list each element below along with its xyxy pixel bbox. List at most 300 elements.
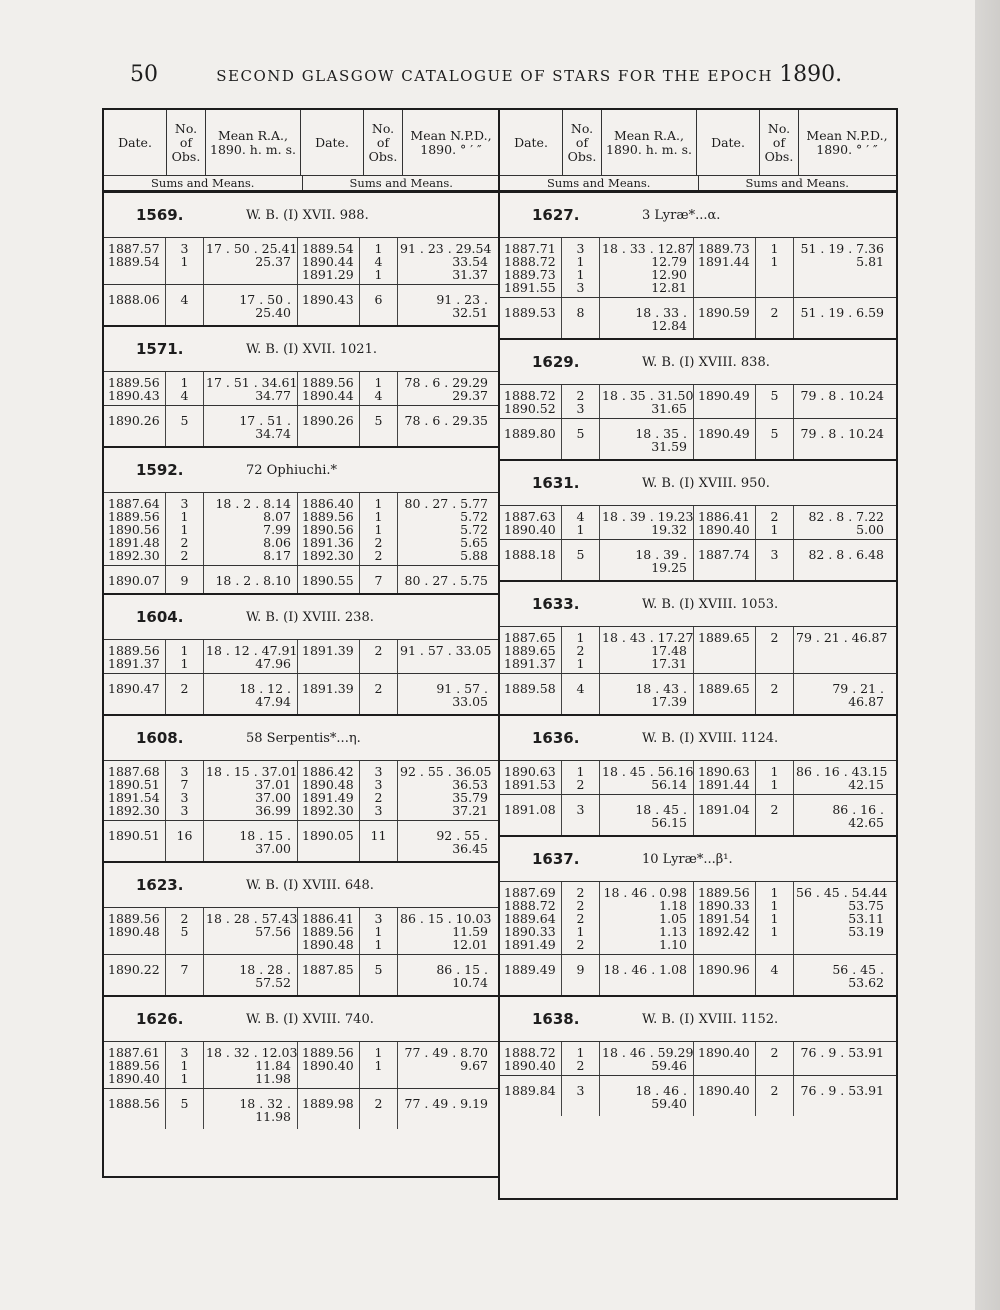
obs-count: 3 (180, 496, 189, 511)
obs-count: 2 (374, 548, 383, 563)
obs-date: 1891.54 (108, 790, 160, 805)
obs-date: 1889.54 (302, 241, 354, 256)
obs-npd: 56 . 45 . 54.44 (796, 885, 888, 900)
mean-row (104, 405, 500, 446)
star-entry (104, 327, 500, 448)
obs-date: 1891.39 (302, 643, 354, 658)
obs-npd-column (398, 908, 494, 954)
star-entry (500, 837, 896, 997)
obs-count: 3 (180, 790, 189, 805)
obs-count: 2 (576, 898, 585, 913)
star-number: 1629. (532, 353, 580, 371)
obs-date: 1888.72 (504, 254, 556, 269)
obs-count: 1 (374, 937, 383, 952)
mean-row (500, 794, 896, 835)
mean-row (104, 954, 500, 995)
mean-date: 1889.98 (298, 1089, 360, 1129)
obs-npd: 53.19 (848, 924, 884, 939)
observation-rows (500, 506, 896, 539)
sums-label-npd: Sums and Means. (745, 176, 849, 190)
obs-date: 1892.30 (108, 548, 160, 563)
obs-count: 3 (180, 241, 189, 256)
obs-date: 1890.40 (698, 522, 750, 537)
left-column-table (102, 108, 502, 1178)
mean-npd: 86 . 15 . 10.74 (436, 962, 488, 990)
obs-count: 2 (180, 548, 189, 563)
obs-ra: 56.14 (651, 777, 687, 792)
obs-count: 1 (180, 1058, 189, 1073)
obs-npd-column (794, 627, 890, 673)
obs-count-column (360, 908, 398, 954)
obs-count: 1 (374, 1045, 383, 1060)
obs-count-column (166, 640, 204, 673)
mean-obs: 2 (756, 674, 794, 714)
obs-npd: 33.54 (452, 254, 488, 269)
obs-date: 1886.40 (302, 496, 354, 511)
star-entry (500, 461, 896, 582)
obs-ra-column (204, 1042, 298, 1088)
obs-count: 3 (180, 1045, 189, 1060)
obs-date: 1889.56 (108, 911, 160, 926)
star-title (104, 863, 500, 908)
star-name: W. B. (I) XVIII. 838. (642, 354, 770, 370)
obs-ra: 18 . 33 . 12.87 (602, 241, 694, 256)
obs-date: 1889.64 (504, 911, 556, 926)
obs-ra: 19.32 (651, 522, 687, 537)
sums-label-npd: Sums and Means. (349, 176, 453, 190)
mean-npd: 86 . 16 . 42.65 (832, 802, 884, 830)
obs-ra: 11.98 (255, 1071, 291, 1086)
star-number: 1623. (136, 876, 184, 894)
obs-ra: 18 . 2 . 8.14 (215, 496, 291, 511)
obs-ra-column (204, 238, 298, 284)
page-number: 50 (130, 62, 158, 87)
obs-date: 1889.65 (698, 630, 750, 645)
obs-npd-column (794, 882, 890, 954)
mean-ra: 18 . 39 . 19.25 (600, 540, 694, 580)
obs-ra: 18 . 46 . 59.29 (602, 1045, 694, 1060)
obs-date-column (500, 882, 562, 954)
star-entry (104, 193, 500, 327)
obs-date: 1890.40 (504, 522, 556, 537)
obs-date-column (694, 385, 756, 418)
obs-ra-column (600, 506, 694, 539)
obs-count: 3 (374, 764, 383, 779)
mean-date: 1891.04 (694, 795, 756, 835)
obs-date: 1890.48 (302, 777, 354, 792)
sums-and-means-row (104, 176, 500, 193)
obs-date: 1887.68 (108, 764, 160, 779)
obs-count: 2 (576, 643, 585, 658)
obs-ra: 8.17 (263, 548, 291, 563)
obs-date: 1890.44 (302, 254, 354, 269)
obs-count: 1 (770, 898, 779, 913)
obs-date: 1889.73 (698, 241, 750, 256)
obs-count-column (756, 238, 794, 297)
mean-obs: 2 (756, 298, 794, 338)
left-star-list (104, 193, 500, 1129)
star-title (500, 582, 896, 627)
mean-ra: 18 . 12 . 47.94 (204, 674, 298, 714)
sums-label-ra: Sums and Means. (104, 176, 303, 190)
star-entry (104, 997, 500, 1129)
obs-count-column (756, 506, 794, 539)
obs-date: 1891.49 (504, 937, 556, 952)
star-title (500, 193, 896, 238)
obs-count: 1 (576, 764, 585, 779)
observation-rows (104, 493, 500, 565)
page-title: SECOND GLASGOW CATALOGUE OF STARS FOR THE EPOCH (216, 67, 773, 85)
obs-date-column (298, 493, 360, 565)
observation-rows (500, 1042, 896, 1075)
obs-ra: 12.79 (651, 254, 687, 269)
obs-date: 1890.43 (108, 388, 160, 403)
obs-count-column (360, 640, 398, 673)
obs-date-column (500, 506, 562, 539)
mean-date: 1889.80 (500, 419, 562, 459)
mean-obs: 8 (562, 298, 600, 338)
observation-rows (104, 761, 500, 820)
obs-npd: 86 . 16 . 43.15 (796, 764, 888, 779)
mean-ra: 18 . 45 . 56.15 (600, 795, 694, 835)
obs-date: 1890.63 (698, 764, 750, 779)
observation-rows (500, 385, 896, 418)
obs-count-column (166, 372, 204, 405)
obs-count-column (360, 761, 398, 820)
mean-date: 1889.58 (500, 674, 562, 714)
star-title (104, 595, 500, 640)
mean-obs: 3 (562, 1076, 600, 1116)
obs-ra: 1.05 (659, 911, 687, 926)
header-obs: No. of Obs. (563, 110, 602, 175)
obs-npd-column (398, 761, 494, 820)
mean-row (104, 673, 500, 714)
obs-ra: 17.31 (651, 656, 687, 671)
sums-label-ra: Sums and Means. (500, 176, 699, 190)
obs-count: 1 (770, 241, 779, 256)
obs-date: 1890.44 (302, 388, 354, 403)
mean-ra: 18 . 43 . 17.39 (600, 674, 694, 714)
mean-date: 1890.40 (694, 1076, 756, 1116)
obs-ra-column (204, 640, 298, 673)
obs-date-column (298, 761, 360, 820)
obs-count: 1 (770, 764, 779, 779)
obs-count: 1 (576, 254, 585, 269)
obs-npd: 5.65 (460, 535, 488, 550)
obs-npd: 86 . 15 . 10.03 (400, 911, 492, 926)
obs-npd: 79 . 21 . 46.87 (796, 630, 888, 645)
obs-count: 2 (374, 535, 383, 550)
mean-npd: 79 . 21 . 46.87 (832, 681, 884, 709)
star-number: 1638. (532, 1010, 580, 1028)
obs-date-column (694, 238, 756, 297)
observation-rows (104, 372, 500, 405)
obs-date: 1890.48 (302, 937, 354, 952)
obs-date: 1890.40 (302, 1058, 354, 1073)
obs-date: 1890.52 (504, 401, 556, 416)
obs-count-column (360, 1042, 398, 1088)
obs-date-column (694, 882, 756, 954)
mean-date: 1890.22 (104, 955, 166, 995)
mean-row (500, 539, 896, 580)
mean-obs: 3 (756, 540, 794, 580)
obs-count: 2 (576, 911, 585, 926)
obs-npd: 11.59 (452, 924, 488, 939)
obs-date: 1888.72 (504, 1045, 556, 1060)
obs-date-column (104, 372, 166, 405)
mean-date: 1890.59 (694, 298, 756, 338)
mean-ra: 17 . 51 . 34.74 (204, 406, 298, 446)
star-number: 1633. (532, 595, 580, 613)
obs-date-column (500, 1042, 562, 1075)
mean-npd: 51 . 19 . 6.59 (800, 305, 884, 320)
star-number: 1569. (136, 206, 184, 224)
obs-count: 1 (576, 656, 585, 671)
obs-count: 2 (576, 777, 585, 792)
mean-date: 1891.39 (298, 674, 360, 714)
obs-count: 4 (374, 388, 383, 403)
obs-npd: 53.75 (848, 898, 884, 913)
obs-date-column (694, 627, 756, 673)
obs-count-column (562, 506, 600, 539)
obs-date: 1887.69 (504, 885, 556, 900)
obs-npd-column (794, 506, 890, 539)
obs-date: 1887.57 (108, 241, 160, 256)
obs-date: 1889.56 (108, 643, 160, 658)
star-entry (104, 448, 500, 595)
obs-npd: 53.11 (848, 911, 884, 926)
star-title (500, 461, 896, 506)
obs-npd: 12.01 (452, 937, 488, 952)
obs-count-column (562, 761, 600, 794)
star-title (500, 837, 896, 882)
obs-count-column (756, 761, 794, 794)
obs-date: 1890.49 (698, 388, 750, 403)
obs-date: 1889.54 (108, 254, 160, 269)
mean-row (500, 297, 896, 338)
obs-date-column (500, 761, 562, 794)
star-entry (500, 582, 896, 716)
obs-date: 1889.56 (108, 375, 160, 390)
obs-date: 1889.73 (504, 267, 556, 282)
star-name: 72 Ophiuchi.* (246, 462, 337, 478)
obs-npd: 92 . 55 . 36.05 (400, 764, 492, 779)
mean-date: 1889.84 (500, 1076, 562, 1116)
obs-date-column (500, 385, 562, 418)
obs-count: 1 (374, 496, 383, 511)
obs-count: 3 (180, 764, 189, 779)
obs-date-column (104, 640, 166, 673)
obs-date: 1889.56 (698, 885, 750, 900)
obs-count: 2 (576, 388, 585, 403)
star-name: 3 Lyræ*...α. (642, 207, 721, 223)
mean-obs: 9 (166, 566, 204, 593)
obs-count: 2 (180, 535, 189, 550)
star-name: W. B. (I) XVIII. 648. (246, 877, 374, 893)
star-entry (104, 595, 500, 716)
star-name: W. B. (I) XVIII. 238. (246, 609, 374, 625)
obs-date: 1890.48 (108, 924, 160, 939)
star-name: W. B. (I) XVIII. 950. (642, 475, 770, 491)
obs-count: 1 (374, 1058, 383, 1073)
obs-date: 1890.40 (504, 1058, 556, 1073)
obs-ra: 18 . 12 . 47.91 (206, 643, 298, 658)
obs-count-column (360, 372, 398, 405)
mean-obs: 4 (166, 285, 204, 325)
mean-obs: 2 (756, 1076, 794, 1116)
obs-npd-column (794, 238, 890, 297)
star-name: W. B. (I) XVII. 988. (246, 207, 369, 223)
obs-count: 1 (180, 509, 189, 524)
obs-npd: 29.37 (452, 388, 488, 403)
mean-npd: 92 . 55 . 36.45 (436, 828, 488, 856)
obs-ra: 18 . 46 . 0.98 (603, 885, 687, 900)
obs-count-column (756, 627, 794, 673)
header-ra: Mean R.A., 1890. h. m. s. (602, 110, 697, 175)
page-epoch: 1890. (779, 62, 843, 87)
obs-count-column (562, 238, 600, 297)
obs-date: 1888.72 (504, 388, 556, 403)
obs-ra-column (600, 1042, 694, 1075)
mean-date: 1889.65 (694, 674, 756, 714)
obs-count: 1 (180, 375, 189, 390)
obs-count: 1 (180, 643, 189, 658)
obs-date-column (694, 1042, 756, 1075)
obs-ra-column (204, 761, 298, 820)
obs-count: 3 (576, 241, 585, 256)
mean-obs: 3 (562, 795, 600, 835)
obs-date: 1892.42 (698, 924, 750, 939)
star-title (104, 193, 500, 238)
mean-date: 1888.56 (104, 1089, 166, 1129)
obs-date-column (104, 761, 166, 820)
observation-rows (104, 640, 500, 673)
obs-count-column (360, 238, 398, 284)
obs-ra-column (600, 882, 694, 954)
obs-ra: 1.18 (659, 898, 687, 913)
obs-date-column (298, 1042, 360, 1088)
obs-count: 1 (374, 924, 383, 939)
obs-ra-column (204, 908, 298, 954)
obs-npd: 5.72 (460, 522, 488, 537)
obs-ra: 8.07 (263, 509, 291, 524)
obs-ra: 31.65 (651, 401, 687, 416)
header-date-npd: Date. (301, 110, 364, 175)
star-number: 1631. (532, 474, 580, 492)
obs-date: 1889.56 (302, 375, 354, 390)
obs-count: 5 (180, 924, 189, 939)
obs-count-column (756, 882, 794, 954)
mean-ra: 18 . 35 . 31.59 (600, 419, 694, 459)
obs-count: 1 (374, 509, 383, 524)
mean-npd: 78 . 6 . 29.35 (404, 413, 488, 428)
mean-ra: 18 . 28 . 57.52 (204, 955, 298, 995)
column-header (500, 110, 896, 176)
obs-ra: 1.10 (659, 937, 687, 952)
star-number: 1592. (136, 461, 184, 479)
mean-date: 1890.43 (298, 285, 360, 325)
star-name: W. B. (I) XVIII. 1053. (642, 596, 779, 612)
obs-date: 1890.33 (504, 924, 556, 939)
obs-npd-column (794, 1042, 890, 1075)
obs-ra-column (204, 372, 298, 405)
obs-count: 1 (180, 1071, 189, 1086)
obs-count-column (166, 1042, 204, 1088)
obs-count: 2 (770, 509, 779, 524)
mean-date: 1887.85 (298, 955, 360, 995)
obs-count: 1 (374, 375, 383, 390)
mean-obs: 7 (360, 566, 398, 593)
obs-date-column (104, 493, 166, 565)
obs-ra-column (600, 761, 694, 794)
obs-ra: 12.81 (651, 280, 687, 295)
obs-count: 1 (180, 254, 189, 269)
obs-count: 1 (576, 267, 585, 282)
obs-count: 1 (770, 924, 779, 939)
right-column-table (498, 108, 898, 1200)
mean-obs: 5 (562, 419, 600, 459)
obs-date: 1891.44 (698, 254, 750, 269)
obs-ra-column (600, 385, 694, 418)
mean-obs: 5 (166, 1089, 204, 1129)
obs-count: 3 (374, 803, 383, 818)
observation-rows (104, 238, 500, 284)
obs-date: 1887.64 (108, 496, 160, 511)
mean-date: 1890.07 (104, 566, 166, 593)
obs-count-column (166, 908, 204, 954)
obs-date-column (104, 1042, 166, 1088)
obs-ra: 18 . 15 . 37.01 (206, 764, 298, 779)
obs-date: 1891.36 (302, 535, 354, 550)
star-name: W. B. (I) XVIII. 1152. (642, 1011, 779, 1027)
obs-date: 1889.65 (504, 643, 556, 658)
obs-ra: 36.99 (255, 803, 291, 818)
obs-date: 1891.44 (698, 777, 750, 792)
mean-date: 1888.18 (500, 540, 562, 580)
star-title (500, 997, 896, 1042)
right-star-list (500, 193, 896, 1116)
obs-npd: 42.15 (848, 777, 884, 792)
obs-ra: 37.00 (255, 790, 291, 805)
mean-obs: 9 (562, 955, 600, 995)
obs-npd: 82 . 8 . 7.22 (808, 509, 884, 524)
obs-date: 1886.42 (302, 764, 354, 779)
obs-npd-column (398, 1042, 494, 1088)
obs-date: 1891.54 (698, 911, 750, 926)
obs-date-column (298, 238, 360, 284)
running-header (130, 62, 890, 92)
obs-npd: 31.37 (452, 267, 488, 282)
obs-ra: 1.13 (659, 924, 687, 939)
mean-row (104, 1088, 500, 1129)
obs-count: 1 (374, 241, 383, 256)
obs-npd: 36.53 (452, 777, 488, 792)
obs-ra: 18 . 39 . 19.23 (602, 509, 694, 524)
mean-obs: 5 (562, 540, 600, 580)
obs-count: 7 (180, 777, 189, 792)
observation-rows (500, 238, 896, 297)
obs-npd: 79 . 8 . 10.24 (800, 388, 884, 403)
star-title (104, 448, 500, 493)
obs-count: 2 (576, 885, 585, 900)
mean-ra: 18 . 46 . 1.08 (600, 955, 694, 995)
obs-count-column (756, 1042, 794, 1075)
obs-ra: 12.90 (651, 267, 687, 282)
mean-obs: 7 (166, 955, 204, 995)
obs-count: 3 (576, 280, 585, 295)
obs-ra: 34.77 (255, 388, 291, 403)
obs-count: 5 (770, 388, 779, 403)
